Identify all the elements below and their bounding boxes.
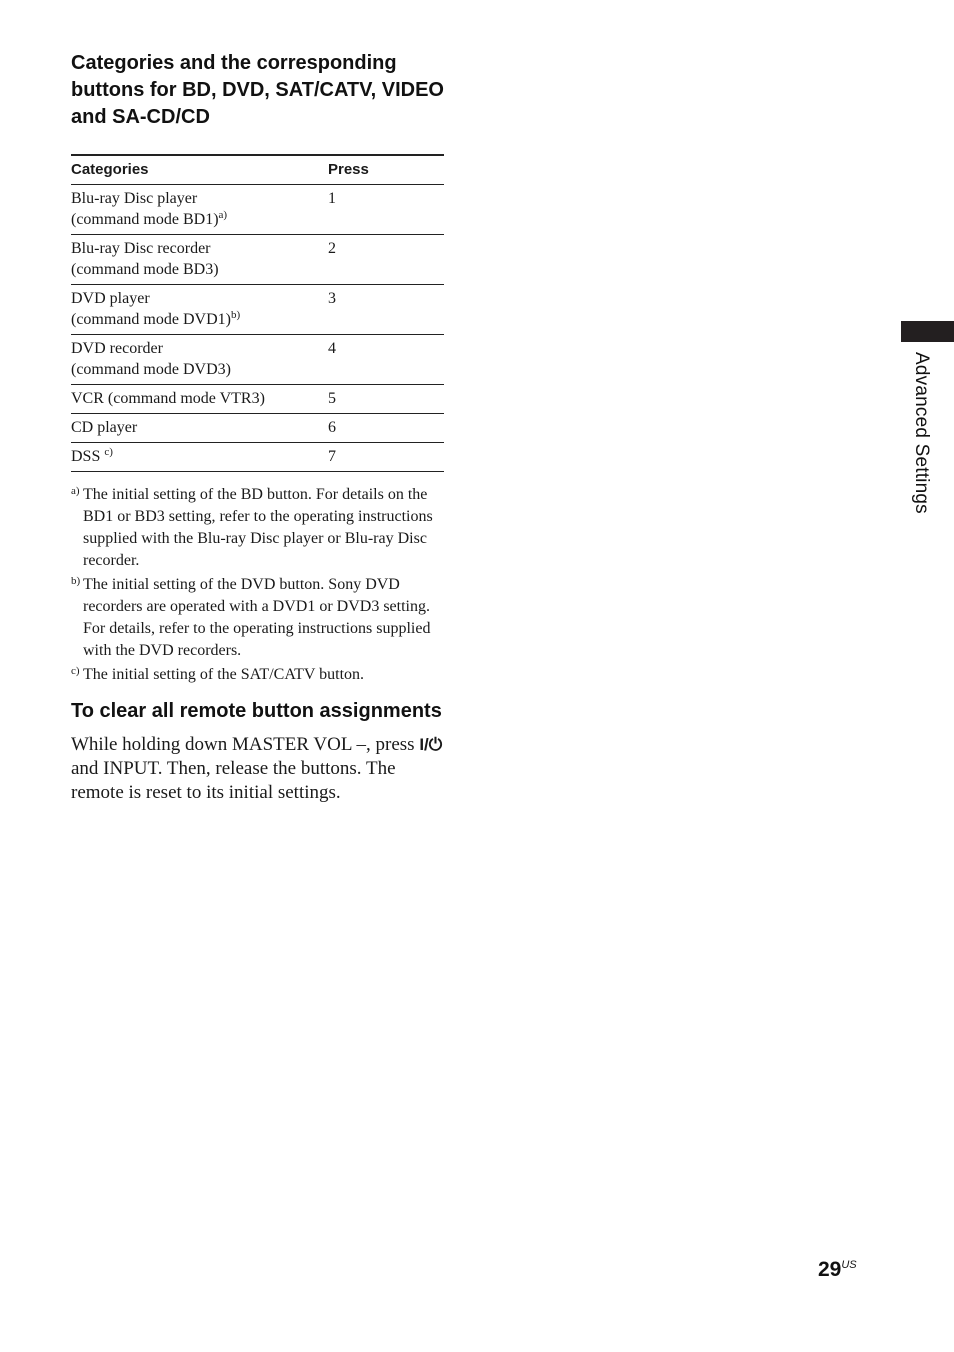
categories-table: [71, 154, 444, 472]
footnote-c: [71, 664, 444, 686]
press-cell: 4: [328, 335, 444, 385]
footnote-mark: a): [71, 485, 80, 497]
footnotes: [71, 484, 444, 686]
page-suffix: US: [841, 1259, 857, 1271]
category-cell: DVD player (command mode DVD1)$^{b)}$: [71, 285, 328, 335]
category-cell: VCR (command mode VTR3): [71, 385, 328, 414]
category-cell: Blu-ray Disc recorder (command mode BD3): [71, 235, 328, 285]
footnote-a: [71, 484, 444, 572]
category-cell: CD player: [71, 414, 328, 443]
footnote-ref: c): [104, 446, 113, 458]
section-tab-marker: [901, 321, 954, 342]
power-icon: I/⏻: [419, 735, 443, 754]
category-cell: DSS $^{c)}$: [71, 443, 328, 472]
table-row: [71, 185, 444, 235]
clear-section-title: To clear all remote button assignments: [71, 700, 442, 722]
footnote-text: The initial setting of the DVD button. Sony DVD recorders are operated with a DVD1 or DVD3 setting. For details, refer to the operating instructions supplied with the DVD recorders.: [83, 576, 431, 659]
table-row: [71, 385, 444, 414]
press-cell: 1: [328, 185, 444, 235]
footnote-b: [71, 574, 444, 662]
footnote-mark: b): [71, 575, 81, 587]
footnote-ref: b): [230, 309, 241, 321]
press-cell: 2: [328, 235, 444, 285]
footnote-ref: a): [218, 209, 228, 221]
footnote-text: The initial setting of the BD button. For details on the BD1 or BD3 setting, refer to the operating instructions supplied with the Blu-ray Disc player or Blu-ray Disc recorder.: [83, 486, 433, 569]
press-cell: 5: [328, 385, 444, 414]
page-number: $29^{US}$: [818, 1258, 857, 1281]
table-row: [71, 335, 444, 385]
category-cell: DVD recorder (command mode DVD3): [71, 335, 328, 385]
header-categories: Categories: [71, 155, 328, 185]
table-header-row: [71, 155, 444, 185]
category-cell: Blu-ray Disc player (command mode BD1)$^{a)}$: [71, 185, 328, 235]
content-column: [71, 50, 444, 805]
press-cell: 3: [328, 285, 444, 335]
table-row: [71, 285, 444, 335]
table-row: [71, 443, 444, 472]
section-title: Categories and the corresponding buttons for BD, DVD, SAT/CATV, VIDEO and SA-CD/CD: [71, 52, 444, 128]
footnote-text: The initial setting of the SAT/CATV button.: [83, 666, 365, 683]
press-cell: 7: [328, 443, 444, 472]
table-row: [71, 414, 444, 443]
header-press: Press: [328, 155, 444, 185]
table-row: [71, 235, 444, 285]
side-section-label: Advanced Settings: [911, 352, 932, 514]
press-cell: 6: [328, 414, 444, 443]
clear-instructions: While holding down MASTER VOL –, press I/⏻ and INPUT. Then, release the buttons. The remote is reset to its initial settings.: [71, 734, 443, 803]
footnote-mark: c): [71, 665, 80, 677]
